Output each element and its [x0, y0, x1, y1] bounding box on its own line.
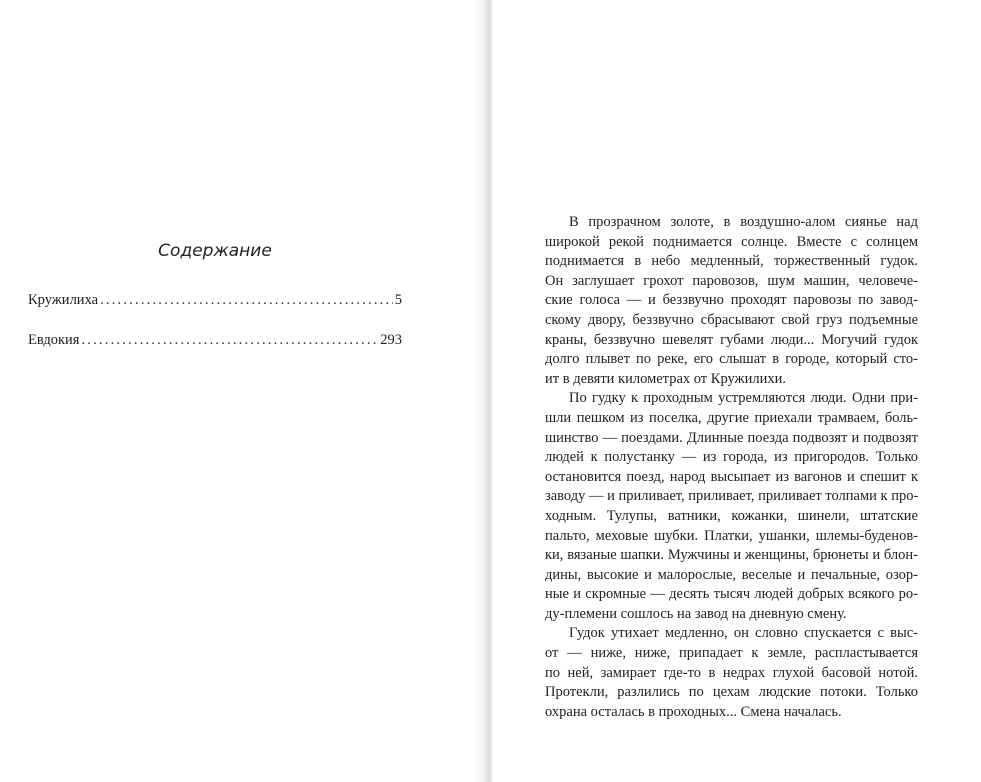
text-line: заводу — и приливает, приливает, приливает толпами к про- [545, 488, 919, 505]
text-line: ные и скромные — десять тысяч людей добрых всякого ро- [545, 586, 918, 603]
paragraph [545, 213, 918, 389]
text-line: от — ниже, ниже, припадает к земле, распластывается [545, 645, 918, 662]
paragraph [545, 389, 918, 624]
text-line: Он заглушает грохот паровозов, шум машин, человече- [545, 272, 918, 289]
text-line: ские голоса — и беззвучно проходят паровозы по завод- [545, 292, 918, 309]
toc-entry-page: 5 [394, 292, 402, 308]
text-line: остановится поезд, народ высыпает из вагонов и спешит к [545, 468, 918, 485]
text-line: ки, вязаные шапки. Мужчины и женщины, брюнеты и блон- [545, 547, 918, 564]
toc-entry-label: Евдокия [28, 332, 80, 348]
text-line: В прозрачном золоте, в воздушно-алом сиянье над [569, 214, 918, 230]
text-line: По гудку к проходным устремляются люди. Одни при- [569, 390, 918, 407]
body-text [545, 213, 918, 722]
text-line: дины, высокие и малорослые, веселые и печальные, озор- [545, 566, 918, 583]
dot-leader [81, 331, 378, 349]
right-page [492, 0, 981, 782]
book-gutter [474, 0, 492, 782]
text-line: скому двору, беззвучно сбрасывают свой груз подъемные [545, 311, 918, 328]
text-line: ходным. Тулупы, ватники, кожанки, шинели, штатские [545, 507, 918, 524]
text-line: Протекли, разлились по цехам людские потоки. Только [545, 684, 918, 701]
text-line: по ней, замирает где-то в недрах глухой басовой нотой. [545, 664, 918, 681]
left-page [0, 0, 474, 782]
paragraph [545, 624, 918, 722]
text-line: широкой рекой поднимается солнце. Вместе с солнцем [545, 233, 918, 250]
text-line: охрана осталась в проходных... Смена началась. [545, 703, 842, 720]
text-line: пальто, меховые шубки. Платки, ушанки, шлемы-буденов- [545, 527, 918, 544]
toc-entry [28, 291, 402, 309]
toc-title: Содержание [158, 241, 272, 261]
dot-leader [100, 291, 393, 309]
text-line: ит в девяти километрах от Кружилихи. [545, 370, 786, 387]
text-line: краны, беззвучно шевелят губами люди... Могучий гудок [545, 331, 918, 348]
text-line: Гудок утихает медленно, он словно спускается с выс- [569, 625, 918, 642]
text-line: долго плывет по реке, его слышат в городе, который сто- [545, 351, 918, 368]
toc-entry-page: 293 [380, 332, 402, 348]
text-line: людей к полустанку — из города, из пригородов. Только [545, 449, 918, 466]
text-line: шли пешком из поселка, другие приехали трамваем, боль- [545, 409, 918, 426]
text-line: ду-племени сошлось на завод на дневную смену. [545, 605, 847, 622]
toc-entry-label: Кружилиха [28, 292, 99, 308]
text-line: шинство — поездами. Длинные поезда подвозят и подвозят [545, 429, 918, 446]
toc-entry [28, 331, 402, 349]
text-line: поднимается в небо медленный, торжественный гудок. [545, 253, 918, 270]
